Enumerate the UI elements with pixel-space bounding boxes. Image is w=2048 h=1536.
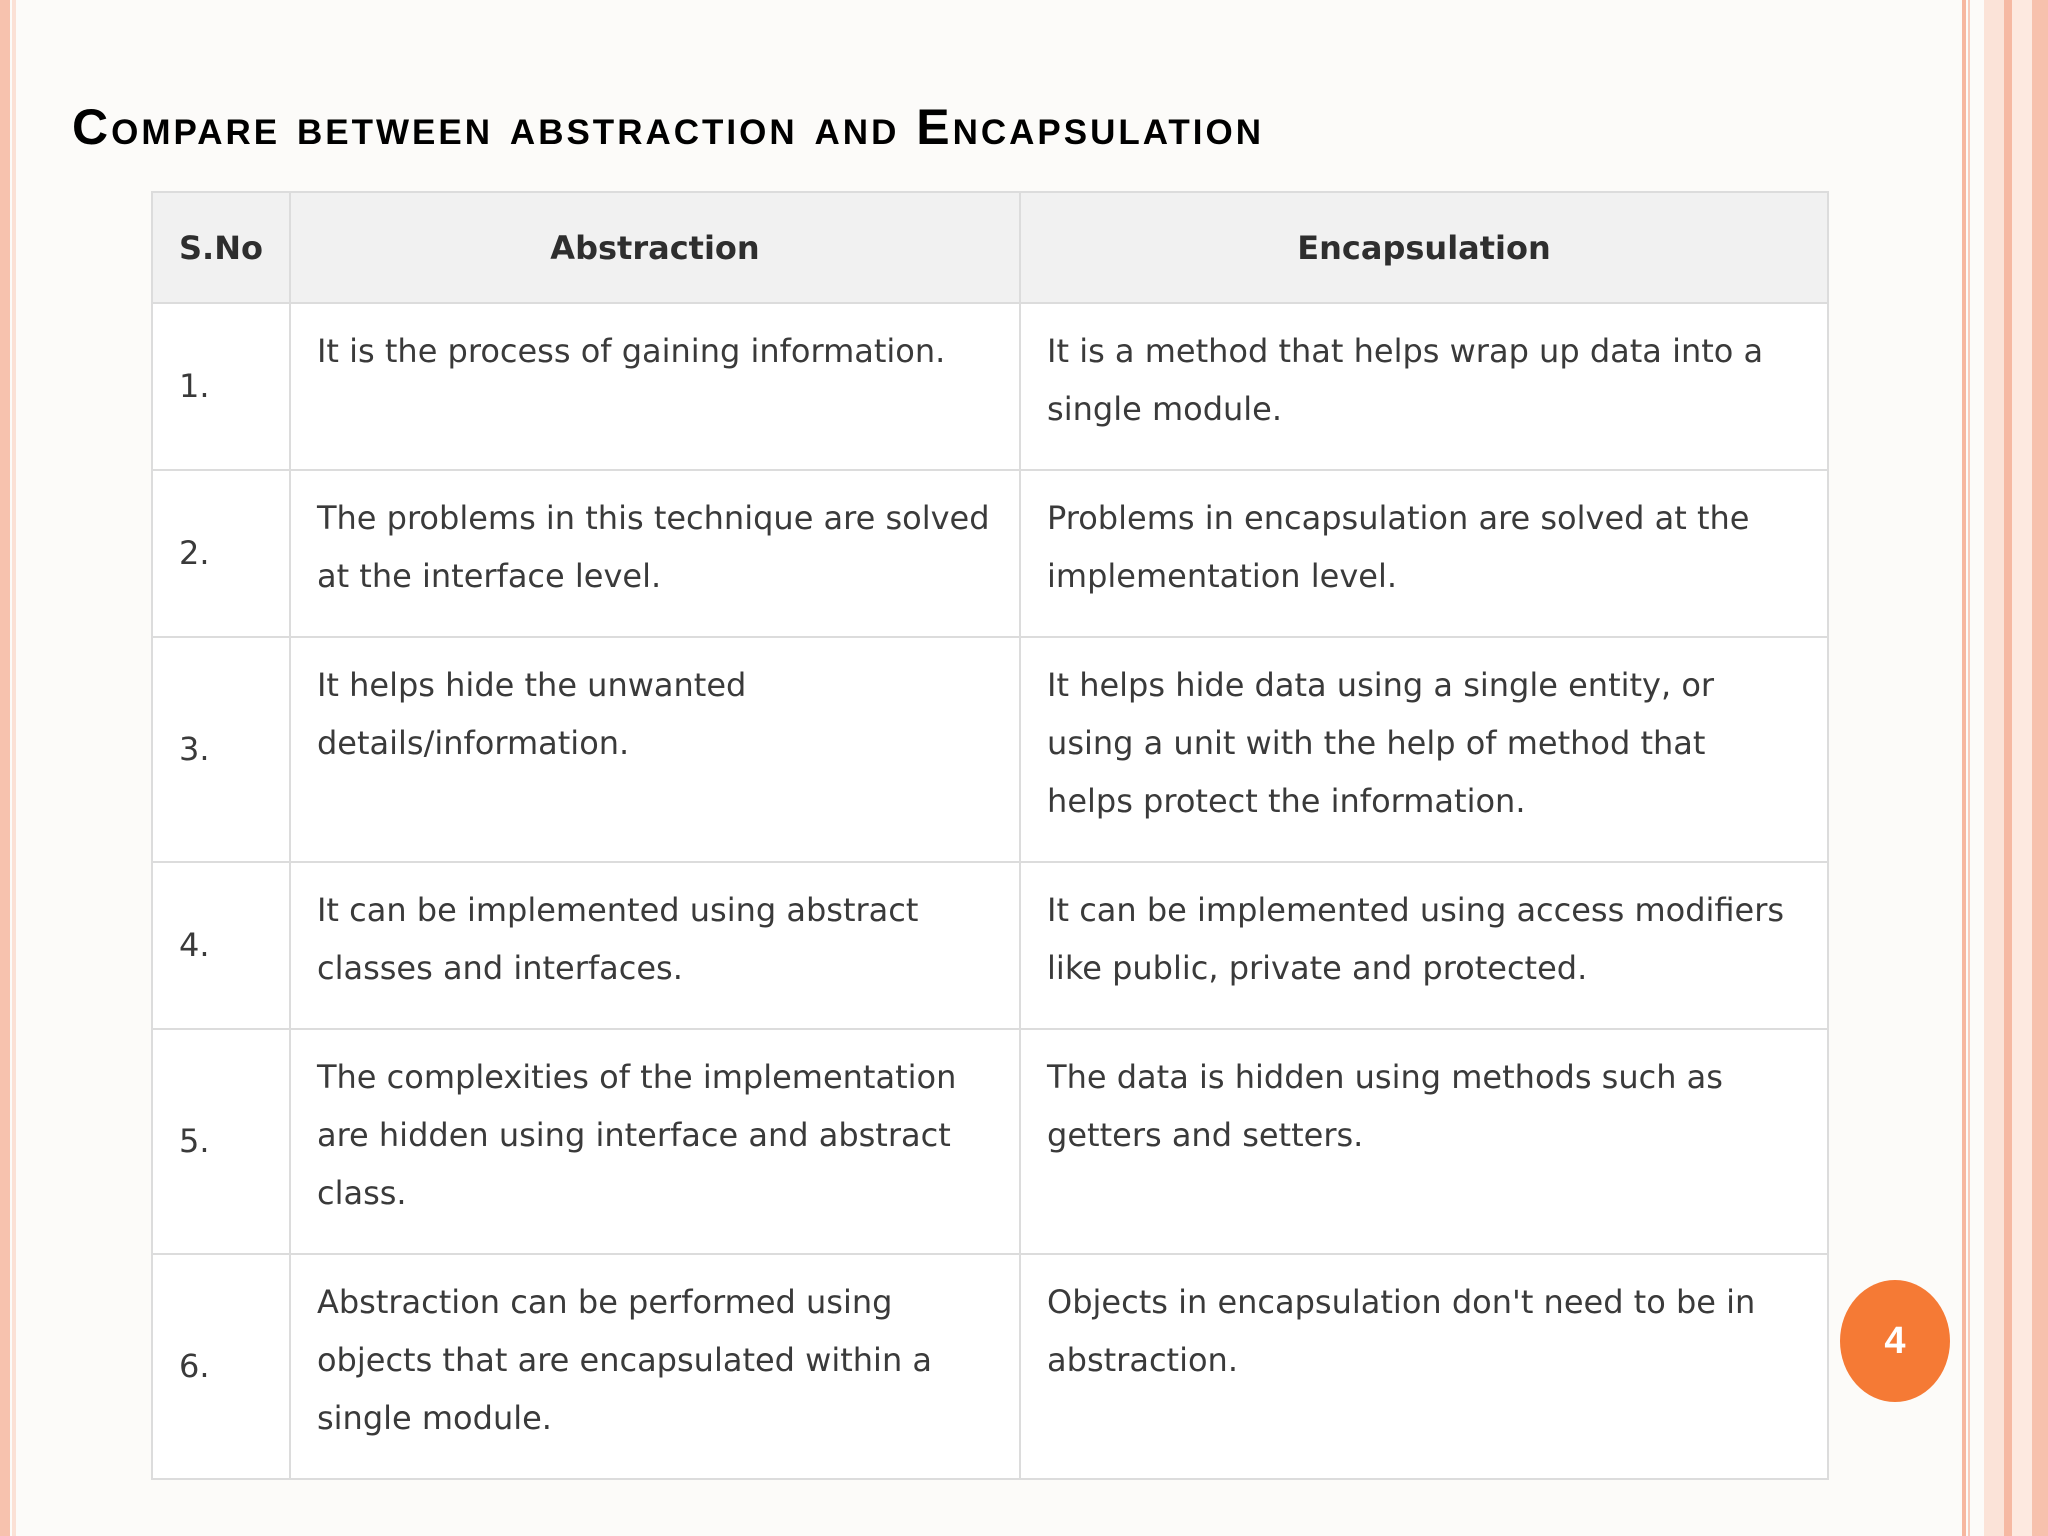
row-encapsulation: Objects in encapsulation don't need to be in abstraction. <box>1020 1254 1828 1479</box>
right-border-stripe <box>2012 0 2032 1536</box>
header-encapsulation: Encapsulation <box>1020 192 1828 303</box>
row-abstraction: It can be implemented using abstract classes and interfaces. <box>290 862 1020 1029</box>
right-border-stripe <box>2032 0 2048 1536</box>
row-encapsulation: It helps hide data using a single entity, or using a unit with the help of method that helps protect the information. <box>1020 637 1828 862</box>
row-abstraction: It is the process of gaining information. <box>290 303 1020 470</box>
row-abstraction: The problems in this technique are solved at the interface level. <box>290 470 1020 637</box>
left-border-stripe <box>0 0 10 1536</box>
slide-title: Compare between abstraction and Encapsulation <box>72 99 1265 155</box>
row-abstraction: It helps hide the unwanted details/information. <box>290 637 1020 862</box>
header-abstraction: Abstraction <box>290 192 1020 303</box>
row-encapsulation: The data is hidden using methods such as getters and setters. <box>1020 1029 1828 1254</box>
table-row <box>152 1254 1828 1479</box>
page-number-badge: 4 <box>1840 1280 1950 1402</box>
right-border-stripe <box>2004 0 2012 1536</box>
comparison-table <box>151 191 1829 1480</box>
table-row <box>152 470 1828 637</box>
row-abstraction: Abstraction can be performed using objects that are encapsulated within a single module. <box>290 1254 1020 1479</box>
row-sno: 6. <box>152 1254 290 1479</box>
table-row <box>152 637 1828 862</box>
header-sno: S.No <box>152 192 290 303</box>
row-sno: 2. <box>152 470 290 637</box>
row-encapsulation: It is a method that helps wrap up data into a single module. <box>1020 303 1828 470</box>
row-abstraction: The complexities of the implementation are hidden using interface and abstract class. <box>290 1029 1020 1254</box>
row-encapsulation: It can be implemented using access modifiers like public, private and protected. <box>1020 862 1828 1029</box>
row-encapsulation: Problems in encapsulation are solved at the implementation level. <box>1020 470 1828 637</box>
row-sno: 3. <box>152 637 290 862</box>
row-sno: 1. <box>152 303 290 470</box>
row-sno: 4. <box>152 862 290 1029</box>
right-border-stripe <box>1968 0 1970 1536</box>
table-row <box>152 1029 1828 1254</box>
table-row <box>152 862 1828 1029</box>
right-border-stripe <box>1962 0 1966 1536</box>
left-border-stripe-inner <box>12 0 16 1536</box>
table-row <box>152 303 1828 470</box>
table-header-row <box>152 192 1828 303</box>
row-sno: 5. <box>152 1029 290 1254</box>
right-border-stripe <box>1984 0 2004 1536</box>
